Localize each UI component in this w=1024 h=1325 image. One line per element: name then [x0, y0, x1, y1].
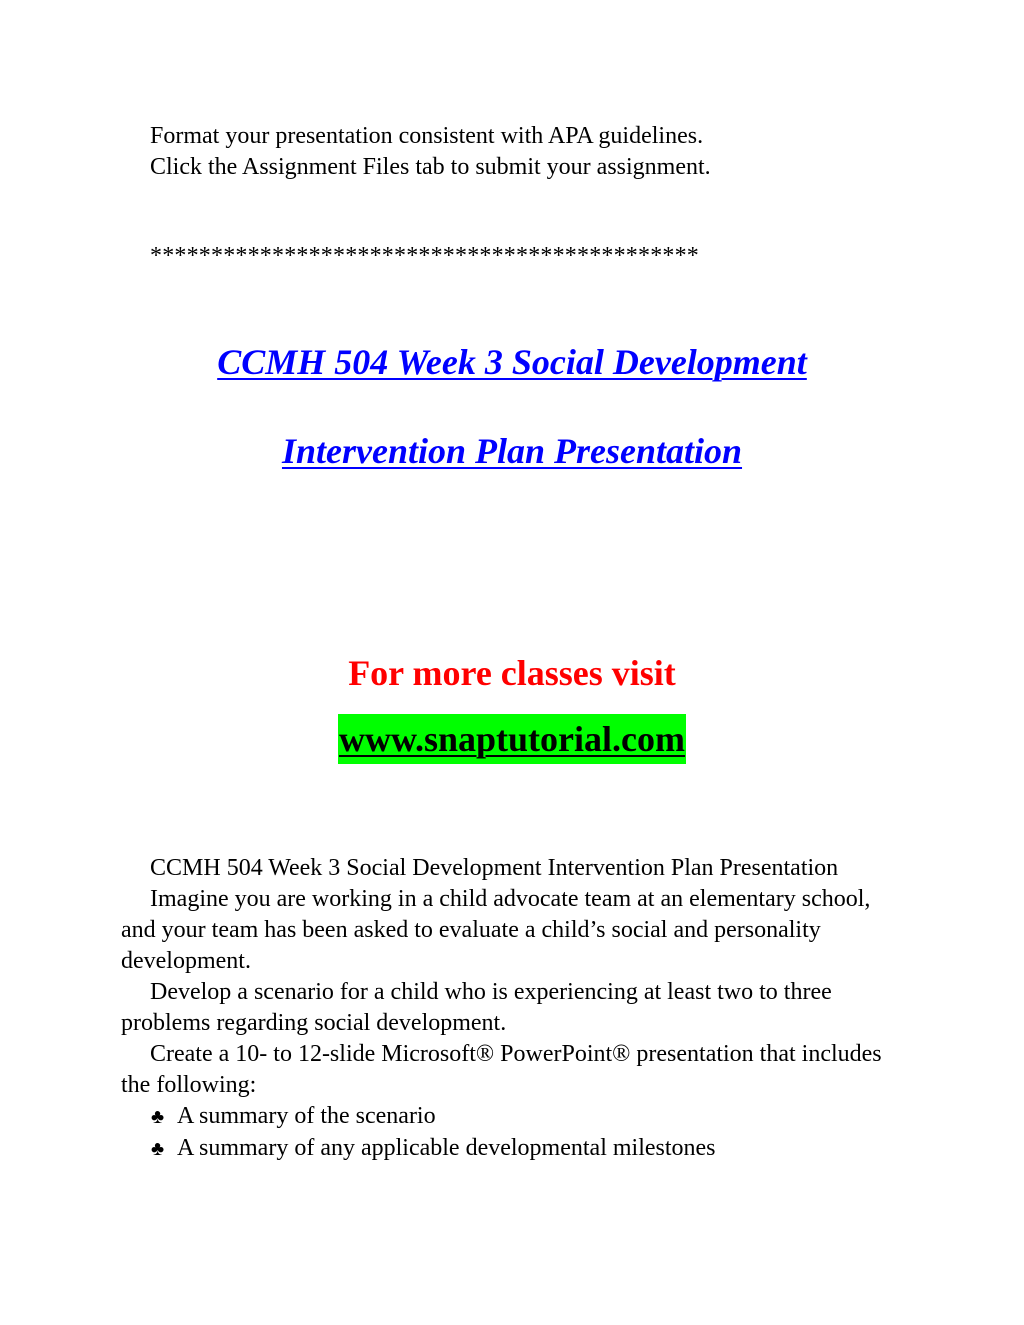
promo-site-wrapper — [0, 714, 1024, 764]
promo-text: For more classes visit — [348, 653, 676, 693]
list-item — [121, 1101, 891, 1133]
requirements-list — [121, 1101, 891, 1165]
promo-site-link[interactable]: www.snaptutorial.com — [338, 714, 686, 764]
club-icon: ♣ — [151, 1106, 165, 1128]
body-paragraph-title: CCMH 504 Week 3 Social Development Intervention Plan Presentation — [150, 855, 839, 881]
separator-stars: ********************************************* — [150, 243, 699, 269]
assignment-body — [121, 853, 891, 1165]
intro-line-apa: Format your presentation consistent with APA guidelines. — [150, 123, 704, 149]
list-item-text: A summary of the scenario — [177, 1103, 436, 1129]
intro-line-submit: Click the Assignment Files tab to submit your assignment. — [150, 154, 711, 180]
list-item-text: A summary of any applicable developmental milestones — [177, 1135, 716, 1161]
document-title-line-1[interactable]: CCMH 504 Week 3 Social Development — [217, 342, 807, 382]
body-paragraph-scenario: Imagine you are working in a child advocate team at an elementary school, and your team has been asked to evaluate a child’s social and personality development. — [121, 886, 871, 974]
list-item — [121, 1133, 891, 1165]
body-paragraph-create: Create a 10- to 12-slide Microsoft® PowerPoint® presentation that includes the following: — [121, 1041, 882, 1098]
body-paragraph-develop: Develop a scenario for a child who is experiencing at least two to three problems regarding social development. — [121, 979, 832, 1036]
club-icon: ♣ — [151, 1138, 165, 1160]
document-title-line-2[interactable]: Intervention Plan Presentation — [281, 431, 743, 471]
